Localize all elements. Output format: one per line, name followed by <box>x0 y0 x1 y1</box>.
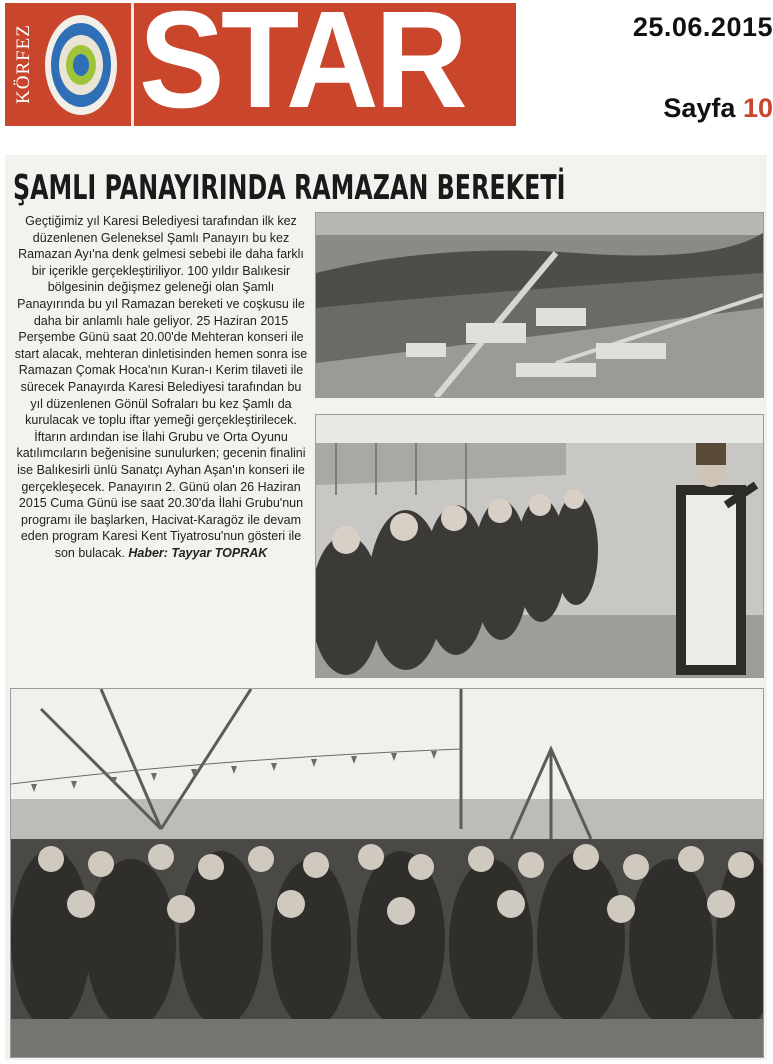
guests-mehter-photo <box>315 414 764 678</box>
page-label-text: Sayfa <box>663 93 736 123</box>
article-body-text: Geçtiğimiz yıl Karesi Belediyesi tarafından ilk kez düzenlenen Geleneksel Şamlı Panayırı bu kez Ramazan Ayı'na denk gelmesi sebebi ile daha farklı bir içerikle gerçekleştiriliyor. 100 yıldır Balıkesir bölgesinin değişmez geleneği olan Şamlı Panayırında bu yıl Ramazan bereketi ve coşkusu ile daha bir anlamlı hale geliyor. 25 Haziran 2015 Perşembe Günü saat 20.00'de Mehteran konseri ile start alacak, mehteran dinletisinden hemen sonra ise Ramazan Çomak Hoca'nın Kuran-ı Kerim tilaveti ile sürecek Panayırda Karesi Belediyesi tarafından bu yıl düzenlenen Gönül Sofraları bu kez Şamlı da kurulacak ve toplu iftar yemeği gerçekleştirilecek. İftarın ardından ise İlahi Grubu ve Orta Oyunu katılımcıların beğenisine sunulurken; gecenin finalini ise Balıkesirli ünlü Sanatçı Ayhan Aşan'ın konseri ile gerçekleşecek. Panayırın 2. Günü olan 26 Haziran 2015 Cuma Günü ise saat 20.30'da İlahi Grubu'nun programı ile başlarken, Hacivat-Karagöz ile devam eden program Karesi Kent Tiyatrosu'nun gösteri ile son bulacak. <box>14 214 308 560</box>
masthead-divider <box>131 3 134 126</box>
crowd-photo <box>10 688 764 1058</box>
news-clipping <box>5 155 767 1060</box>
brand-title: STAR <box>139 3 464 126</box>
aerial-fairground-photo <box>315 212 764 398</box>
article-byline: Haber: Tayyar TOPRAK <box>128 545 268 560</box>
issue-date: 25.06.2015 <box>632 12 773 42</box>
masthead <box>5 3 516 126</box>
page-number: 10 <box>742 93 773 123</box>
article-body <box>13 213 309 683</box>
page-label <box>553 93 773 124</box>
brand-small-text: KÖRFEZ <box>13 24 34 105</box>
article-headline: ŞAMLI PANAYIRINDA RAMAZAN BEREKETİ <box>13 168 566 208</box>
evil-eye-logo-icon <box>41 11 121 119</box>
